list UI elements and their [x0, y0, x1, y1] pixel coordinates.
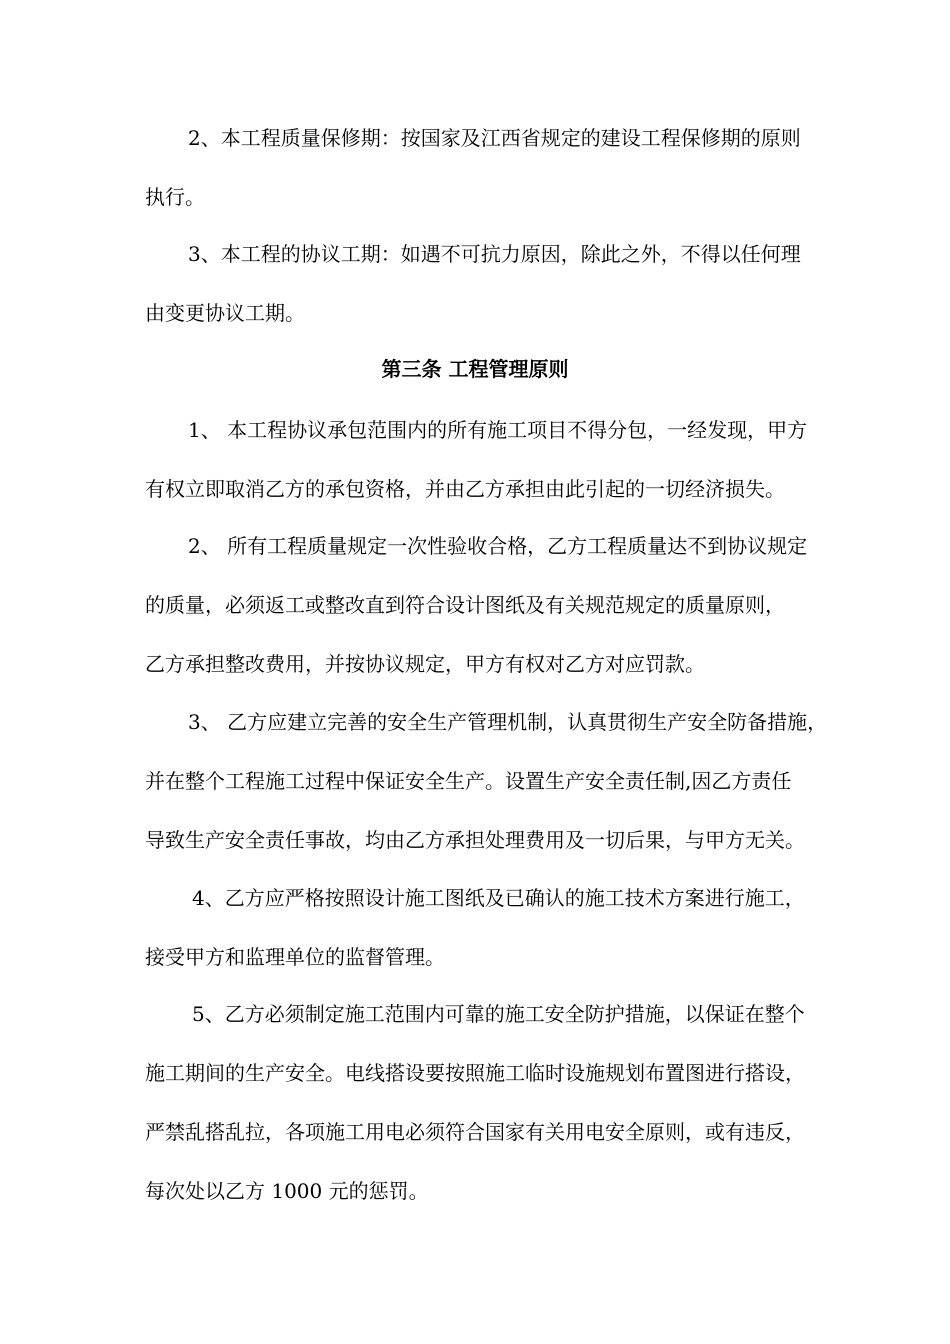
clause-3-3-line-3: 导致生产安全责任事故，均由乙方承担处理费用及一切后果，与甲方无关。: [145, 828, 805, 852]
clause-2-2-line-1: 2、本工程质量保修期：按国家及江西省规定的建设工程保修期的原则: [188, 126, 801, 150]
clause-3-4-line-2: 接受甲方和监理单位的监督管理。: [145, 945, 445, 969]
clause-3-4-line-1: 4、乙方应严格按照设计施工图纸及已确认的施工技术方案进行施工，: [192, 886, 805, 910]
clause-3-3-line-2: 并在整个工程施工过程中保证安全生产。设置生产安全责任制,因乙方责任: [145, 769, 792, 793]
clause-3-1-line-1: 1、 本工程协议承包范围内的所有施工项目不得分包，一经发现，甲方: [188, 418, 808, 442]
clause-3-1-line-2: 有权立即取消乙方的承包资格，并由乙方承担由此引起的一切经济损失。: [145, 477, 785, 501]
clause-3-2-line-3: 乙方承担整改费用，并按协议规定，甲方有权对乙方对应罚款。: [145, 652, 705, 676]
clause-3-5-line-2: 施工期间的生产安全。电线搭设要按照施工临时设施规划布置图进行搭设，: [145, 1061, 805, 1085]
clause-3-5-line-3: 严禁乱搭乱拉，各项施工用电必须符合国家有关用电安全原则，或有违反，: [145, 1120, 805, 1144]
clause-3-3-line-1: 3、 乙方应建立完善的安全生产管理机制，认真贯彻生产安全防备措施，: [188, 710, 828, 734]
clause-3-5-line-4: 每次处以乙方 1000 元的惩罚。: [145, 1179, 429, 1203]
section-heading: 第三条 工程管理原则: [381, 357, 569, 381]
clause-2-2-line-2: 执行。: [145, 185, 205, 209]
clause-2-3-line-2: 由变更协议工期。: [145, 301, 305, 325]
clause-3-2-line-2: 的质量，必须返工或整改直到符合设计图纸及有关规范规定的质量原则，: [145, 593, 785, 617]
clause-3-2-line-1: 2、 所有工程质量规定一次性验收合格，乙方工程质量达不到协议规定: [188, 534, 808, 558]
clause-2-3-line-1: 3、本工程的协议工期：如遇不可抗力原因，除此之外，不得以任何理: [188, 242, 801, 266]
clause-3-5-line-1: 5、乙方必须制定施工范围内可靠的施工安全防护措施，以保证在整个: [192, 1002, 805, 1026]
